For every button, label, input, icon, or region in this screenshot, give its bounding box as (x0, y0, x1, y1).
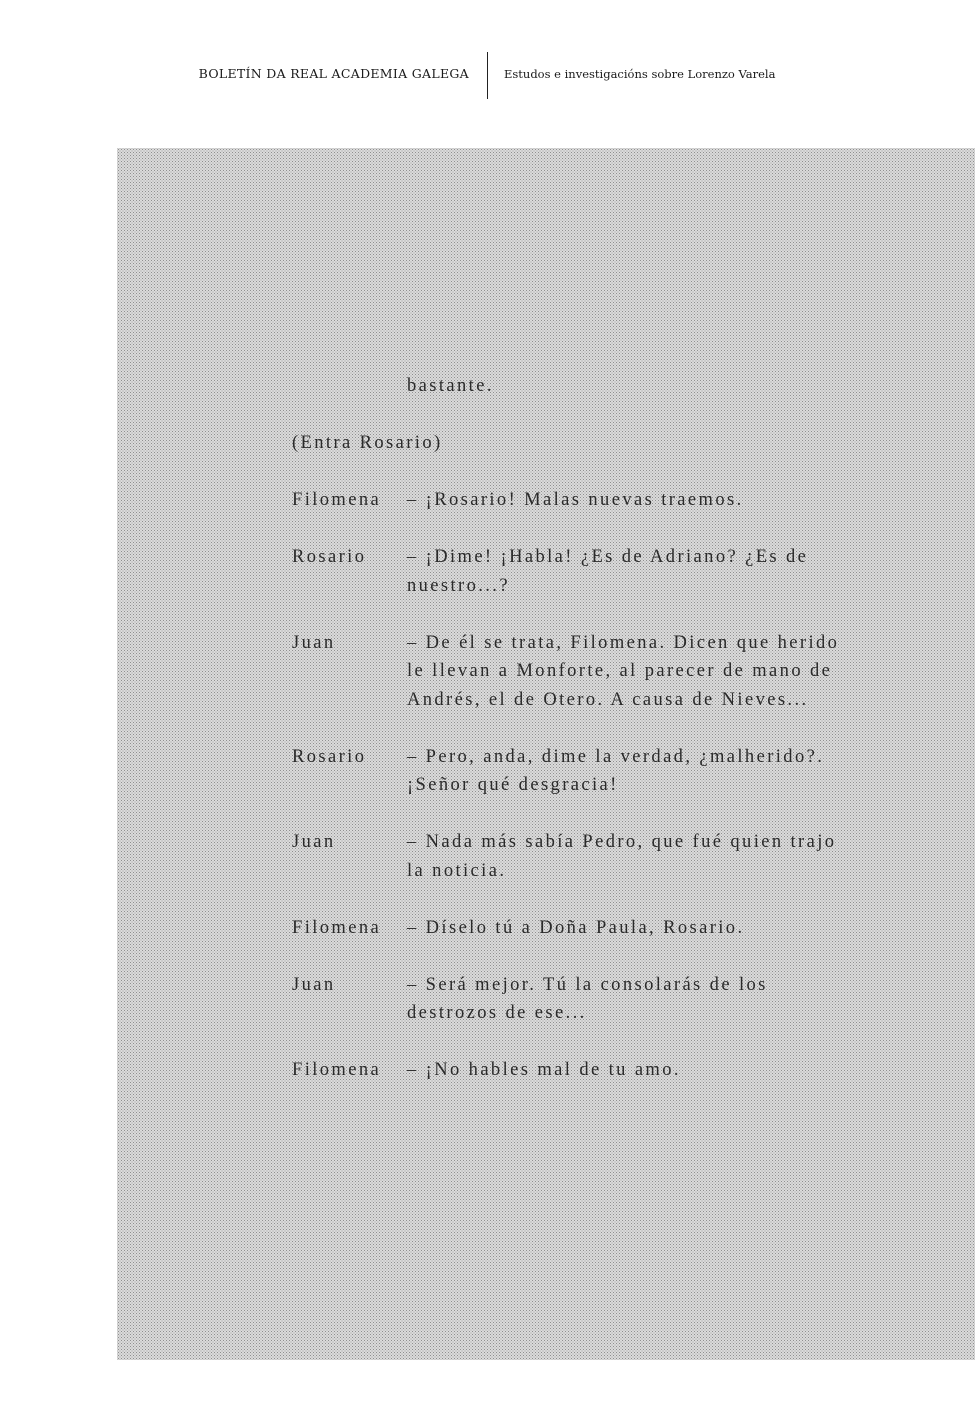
dialogue-line (292, 543, 852, 600)
dialogue-line (292, 629, 852, 715)
speech-text: – Será mejor. Tú la consolarás de los destrozos de ese... (407, 974, 768, 1023)
speaker-name: Filomena (292, 917, 382, 938)
speaker-name: Juan (292, 632, 336, 653)
section-title: Estudos e investigacións sobre Lorenzo Varela (504, 67, 776, 81)
speaker-name: Rosario (292, 547, 367, 567)
speech-text: – Pero, anda, dime la verdad, ¿malherido?. ¡Señor qué desgracia! (407, 746, 825, 795)
dialogue-line (292, 486, 852, 515)
speech-text: – Díselo tú a Doña Paula, Rosario. (407, 917, 745, 938)
play-script (292, 372, 852, 1113)
speech-text: – ¡Dime! ¡Habla! ¿Es de Adriano? ¿Es de nuestro...? (407, 547, 809, 596)
dialogue-line (292, 914, 852, 943)
speaker-name: Juan (292, 832, 336, 852)
dialogue-line (292, 828, 852, 885)
speech-text: – Nada más sabía Pedro, que fué quien trajo la noticia. (407, 832, 837, 881)
header-divider (487, 52, 488, 99)
dialogue-line (292, 971, 852, 1028)
continuation-text: bastante. (407, 376, 494, 396)
speaker-name: Rosario (292, 746, 367, 767)
speech-text: – ¡Rosario! Malas nuevas traemos. (407, 490, 744, 510)
page-header (0, 50, 975, 102)
stage-direction: (Entra Rosario) (292, 433, 443, 453)
speech-text: – ¡No hables mal de tu amo. (407, 1060, 681, 1080)
speaker-name: Juan (292, 974, 336, 995)
dialogue-line (292, 743, 852, 800)
speaker-name: Filomena (292, 1060, 382, 1080)
dialogue-line (292, 1056, 852, 1085)
journal-title: BOLETÍN DA REAL ACADEMIA GALEGA (198, 66, 469, 81)
speaker-name: Filomena (292, 490, 382, 510)
speech-text: – De él se trata, Filomena. Dicen que herido le llevan a Monforte, al parecer de mano de Andrés, el de Otero. A causa de Nieves... (407, 632, 840, 710)
